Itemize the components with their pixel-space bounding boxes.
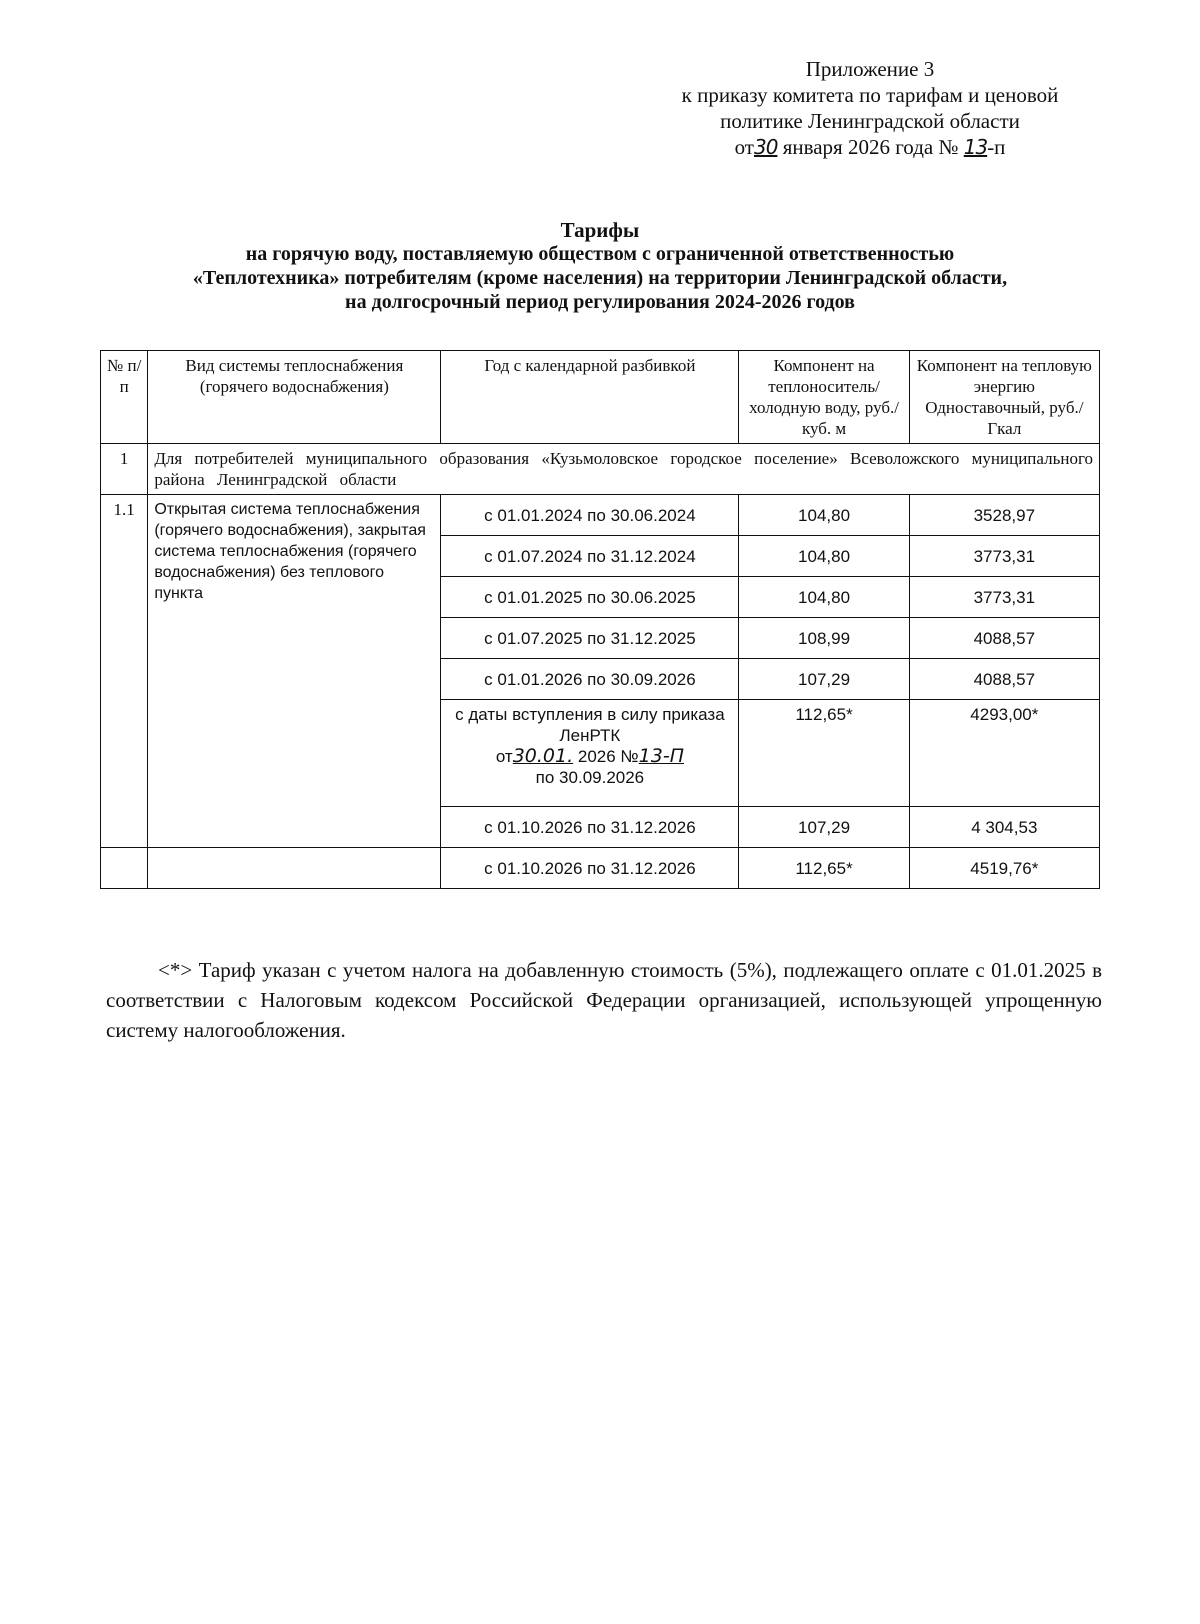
period-cell: с 01.01.2025 по 30.06.2025 xyxy=(441,577,739,618)
period-cell: с 01.07.2024 по 31.12.2024 xyxy=(441,536,739,577)
period-prefix: от xyxy=(495,747,513,766)
footnote-text: <*> Тариф указан с учетом налога на добавленную стоимость (5%), подлежащего оплате с 01.01.2025 в соответствии с Налоговым кодексом Российской Федерации организацией, использующей упрощенную систему налогообложения. xyxy=(106,958,1102,1042)
header-energy: Компонент на тепловую энергию Одноставочный, руб./Гкал xyxy=(909,351,1099,444)
period-line-2: ЛенРТК xyxy=(559,726,621,745)
title-line-2: «Теплотехника» потребителям (кроме населения) на территории Ленинградской области, xyxy=(192,267,1008,289)
appendix-order-date xyxy=(640,134,1100,160)
table-header-row xyxy=(101,351,1100,444)
group-description: Для потребителей муниципального образования «Кузьмоловское городское поселение» Всеволожского муниципального района Ленинградской области xyxy=(148,444,1100,495)
energy-cell: 4293,00* xyxy=(909,700,1099,807)
appendix-order-ref: к приказу комитета по тарифам и ценовой xyxy=(681,83,1059,107)
table-row xyxy=(101,848,1100,889)
heat-carrier-cell: 107,29 xyxy=(739,807,909,848)
tariff-table xyxy=(100,350,1100,889)
handwritten-order-number: 13-П xyxy=(638,745,684,767)
number-suffix: -п xyxy=(987,135,1006,159)
heat-carrier-cell: 112,65* xyxy=(739,700,909,807)
title-line-1: на горячую воду, поставляемую обществом с ограниченной ответственностью xyxy=(245,243,955,265)
appendix-header xyxy=(640,56,1100,160)
period-cell: с 01.07.2025 по 31.12.2025 xyxy=(441,618,739,659)
heat-carrier-cell: 107,29 xyxy=(739,659,909,700)
energy-cell: 4088,57 xyxy=(909,618,1099,659)
period-line-3 xyxy=(447,746,732,767)
group-row xyxy=(101,444,1100,495)
energy-cell: 3773,31 xyxy=(909,577,1099,618)
handwritten-order-date: 30.01. xyxy=(512,745,574,767)
document-title xyxy=(95,218,1105,314)
handwritten-number: 13 xyxy=(963,135,988,159)
handwritten-day: 30 xyxy=(753,135,778,159)
heat-carrier-cell: 112,65* xyxy=(739,848,909,889)
energy-cell: 4519,76* xyxy=(909,848,1099,889)
date-rest: января 2026 года № xyxy=(777,135,964,159)
header-period: Год с календарной разбивкой xyxy=(441,351,739,444)
heat-carrier-cell: 104,80 xyxy=(739,577,909,618)
table-row xyxy=(101,495,1100,536)
extra-system xyxy=(148,848,441,889)
heat-carrier-cell: 104,80 xyxy=(739,536,909,577)
header-num: № п/п xyxy=(101,351,148,444)
energy-cell: 4 304,53 xyxy=(909,807,1099,848)
appendix-number: Приложение 3 xyxy=(805,57,935,81)
period-cell-order xyxy=(441,700,739,807)
header-system: Вид системы теплоснабжения (горячего водоснабжения) xyxy=(148,351,441,444)
energy-cell: 3773,31 xyxy=(909,536,1099,577)
period-line-1: с даты вступления в силу приказа xyxy=(455,705,725,724)
period-cell: с 01.01.2026 по 30.09.2026 xyxy=(441,659,739,700)
period-year: 2026 № xyxy=(573,747,639,766)
footnote xyxy=(106,955,1102,1045)
period-cell: с 01.10.2026 по 31.12.2026 xyxy=(441,848,739,889)
period-cell: с 01.10.2026 по 31.12.2026 xyxy=(441,807,739,848)
title-line-3: на долгосрочный период регулирования 2024-2026 годов xyxy=(345,291,855,313)
period-line-4: по 30.09.2026 xyxy=(535,768,645,787)
header-heat-carrier: Компонент на теплоноситель/холодную воду, руб./куб. м xyxy=(739,351,909,444)
extra-num xyxy=(101,848,148,889)
heat-carrier-cell: 104,80 xyxy=(739,495,909,536)
subgroup-num: 1.1 xyxy=(101,495,148,848)
heat-carrier-cell: 108,99 xyxy=(739,618,909,659)
energy-cell: 4088,57 xyxy=(909,659,1099,700)
subgroup-system: Открытая система теплоснабжения (горячего водоснабжения), закрытая система теплоснабжения (горячего водоснабжения) без теплового пункта xyxy=(148,495,441,848)
date-prefix: от xyxy=(734,135,754,159)
title-main: Тарифы xyxy=(560,218,640,242)
appendix-committee: политике Ленинградской области xyxy=(720,109,1020,133)
group-num: 1 xyxy=(101,444,148,495)
period-cell: с 01.01.2024 по 30.06.2024 xyxy=(441,495,739,536)
energy-cell: 3528,97 xyxy=(909,495,1099,536)
